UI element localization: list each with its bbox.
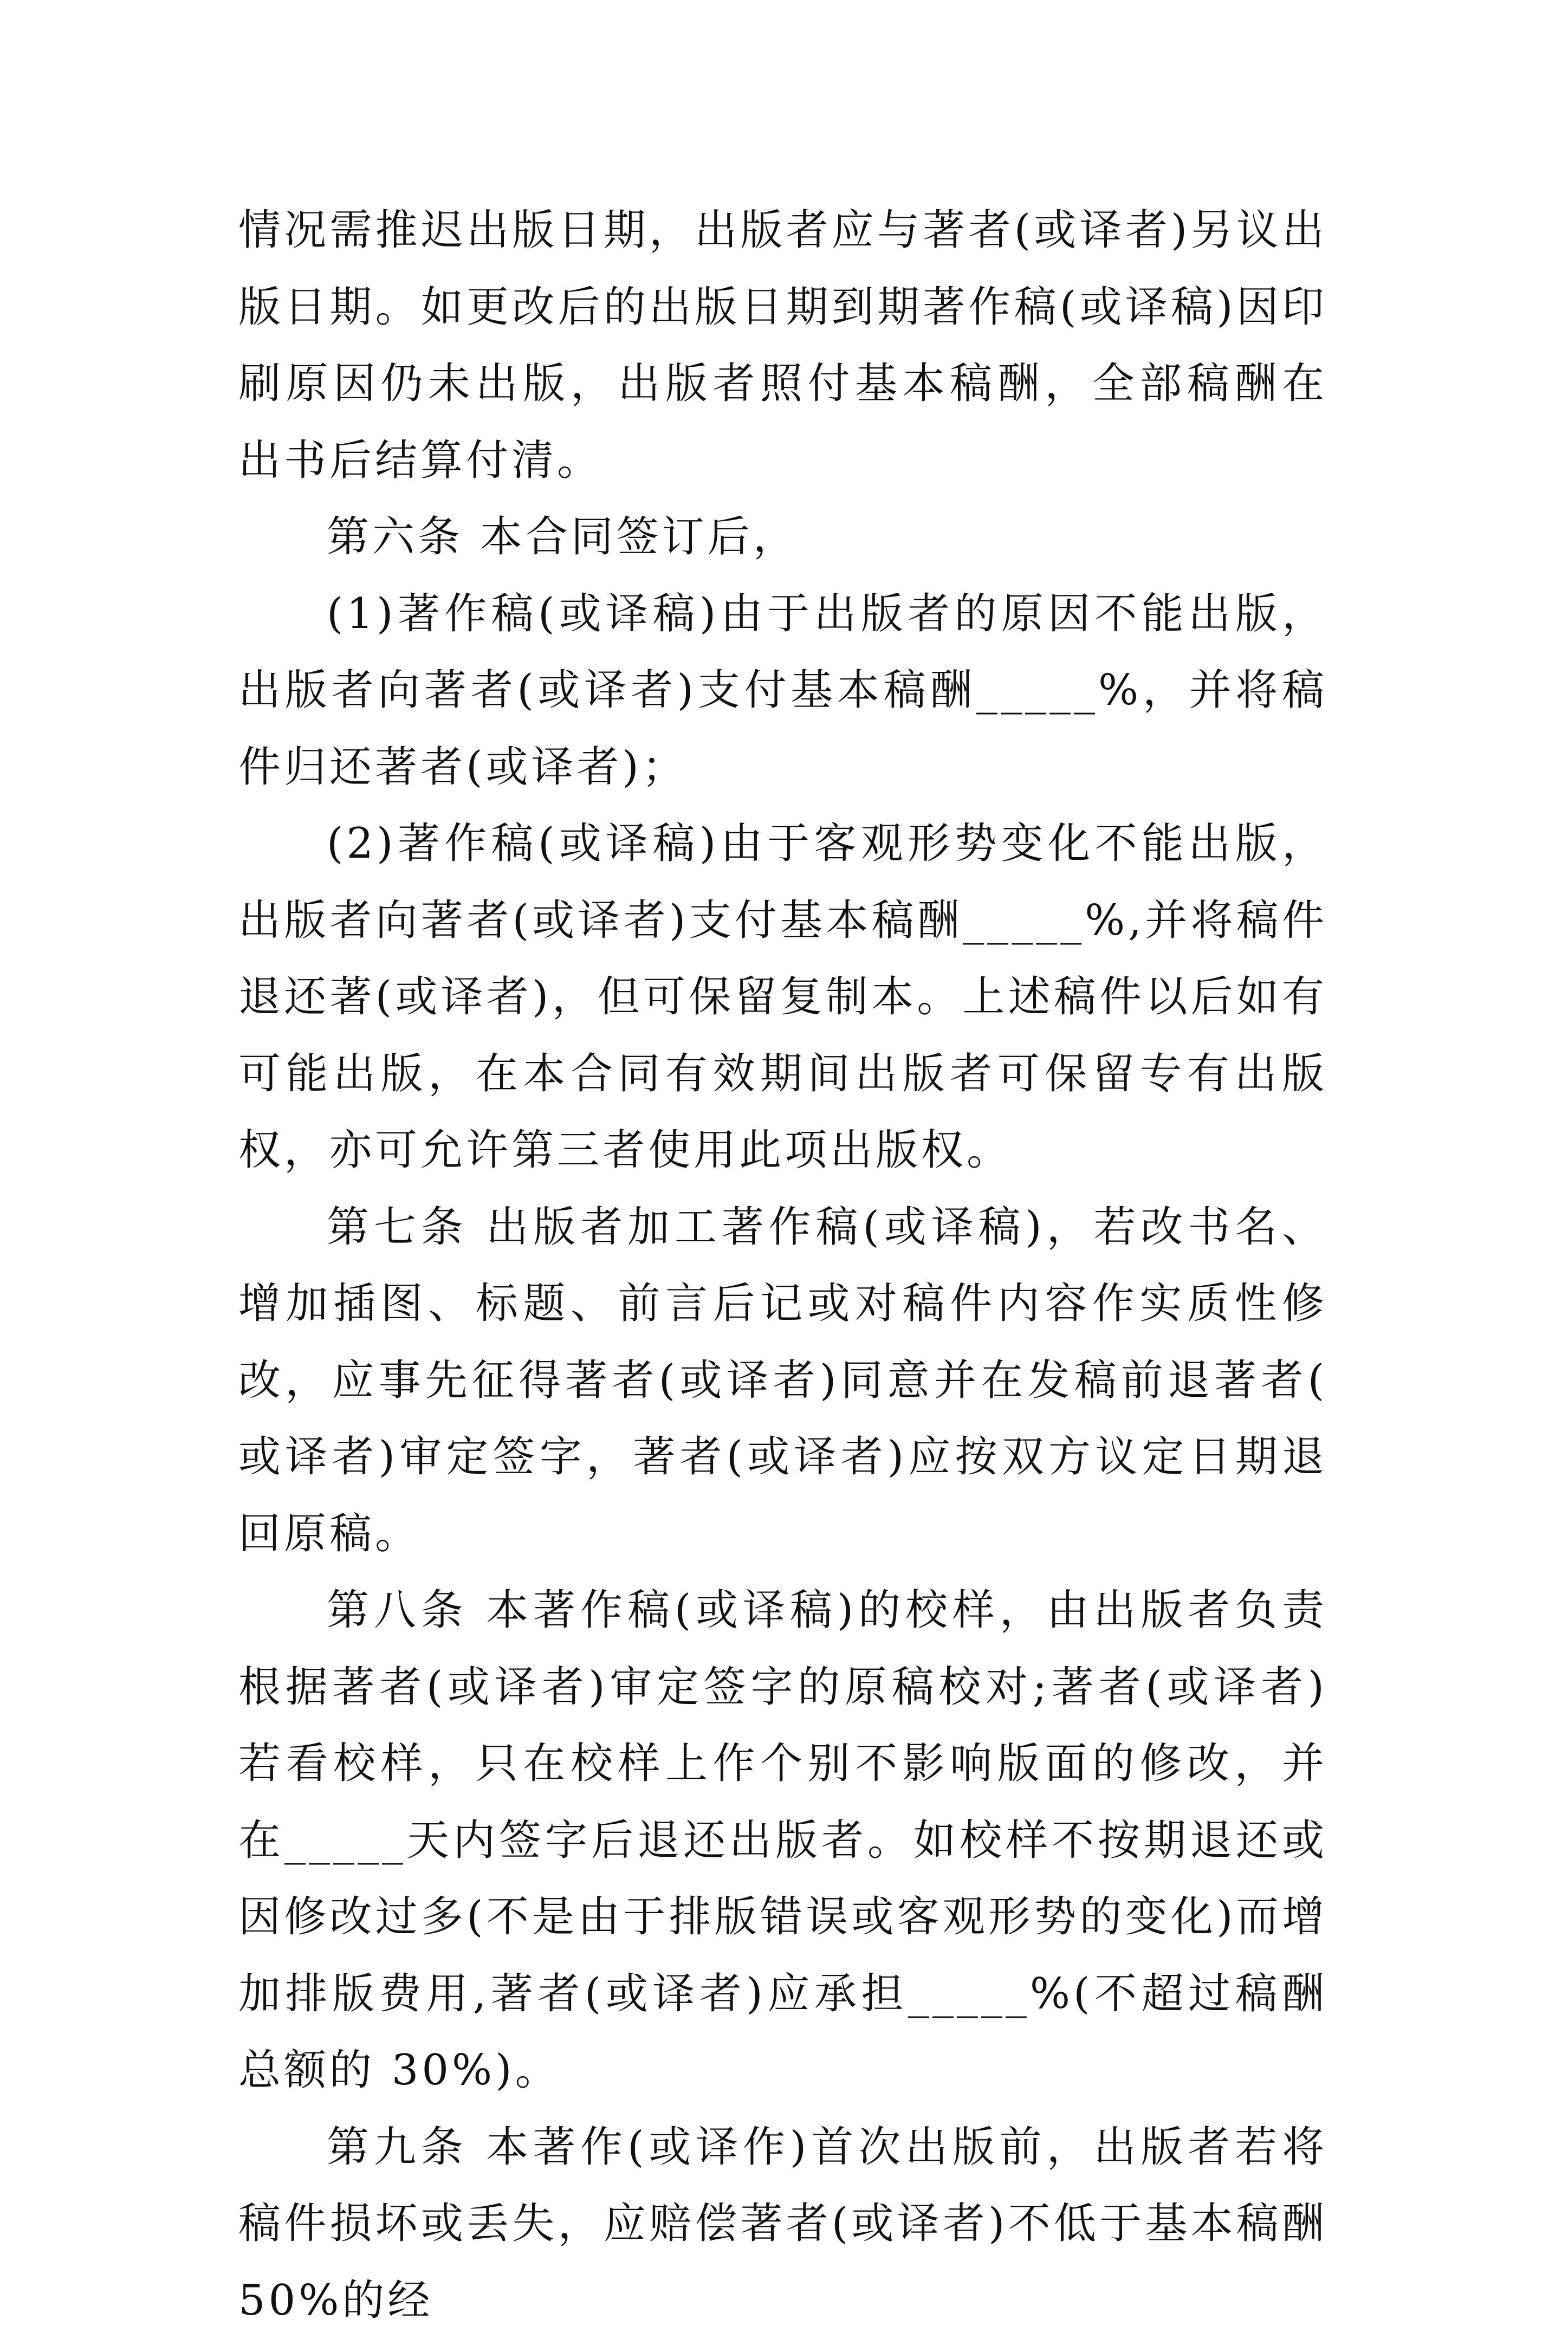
document-body: [238, 192, 1327, 2339]
paragraph-article-9: 第九条 本著作(或译作)首次出版前，出版者若将稿件损坏或丢失，应赔偿著者(或译者)不低于基本稿酬 50%的经: [238, 2109, 1327, 2339]
paragraph-article-6: 第六条 本合同签订后，: [238, 499, 1327, 576]
paragraph-article-6-item-2: (2)著作稿(或译稿)由于客观形势变化不能出版，出版者向著者(或译者)支付基本稿酬_____%,并将稿件退还著(或译者)，但可保留复制本。上述稿件以后如有可能出版，在本合同有效期间出版者可保留专有出版权，亦可允许第三者使用此项出版权。: [238, 806, 1327, 1189]
paragraph-continuation: 情况需推迟出版日期，出版者应与著者(或译者)另议出版日期。如更改后的出版日期到期著作稿(或译稿)因印刷原因仍未出版，出版者照付基本稿酬，全部稿酬在出书后结算付清。: [238, 192, 1327, 499]
paragraph-article-8: 第八条 本著作稿(或译稿)的校样，由出版者负责根据著者(或译者)审定签字的原稿校对;著者(或译者)若看校样，只在校样上作个别不影响版面的修改，并在_____天内签字后退还出版者。如校样不按期退还或因修改过多(不是由于排版错误或客观形势的变化)而增加排版费用,著者(或译者)应承担_____%(不超过稿酬总额的 30%)。: [238, 1572, 1327, 2109]
paragraph-article-6-item-1: (1)著作稿(或译稿)由于出版者的原因不能出版，出版者向著者(或译者)支付基本稿酬_____%，并将稿件归还著者(或译者)；: [238, 576, 1327, 806]
paragraph-article-7: 第七条 出版者加工著作稿(或译稿)，若改书名、增加插图、标题、前言后记或对稿件内容作实质性修改，应事先征得著者(或译者)同意并在发稿前退著者(或译者)审定签字，著者(或译者)应按双方议定日期退回原稿。: [238, 1189, 1327, 1573]
